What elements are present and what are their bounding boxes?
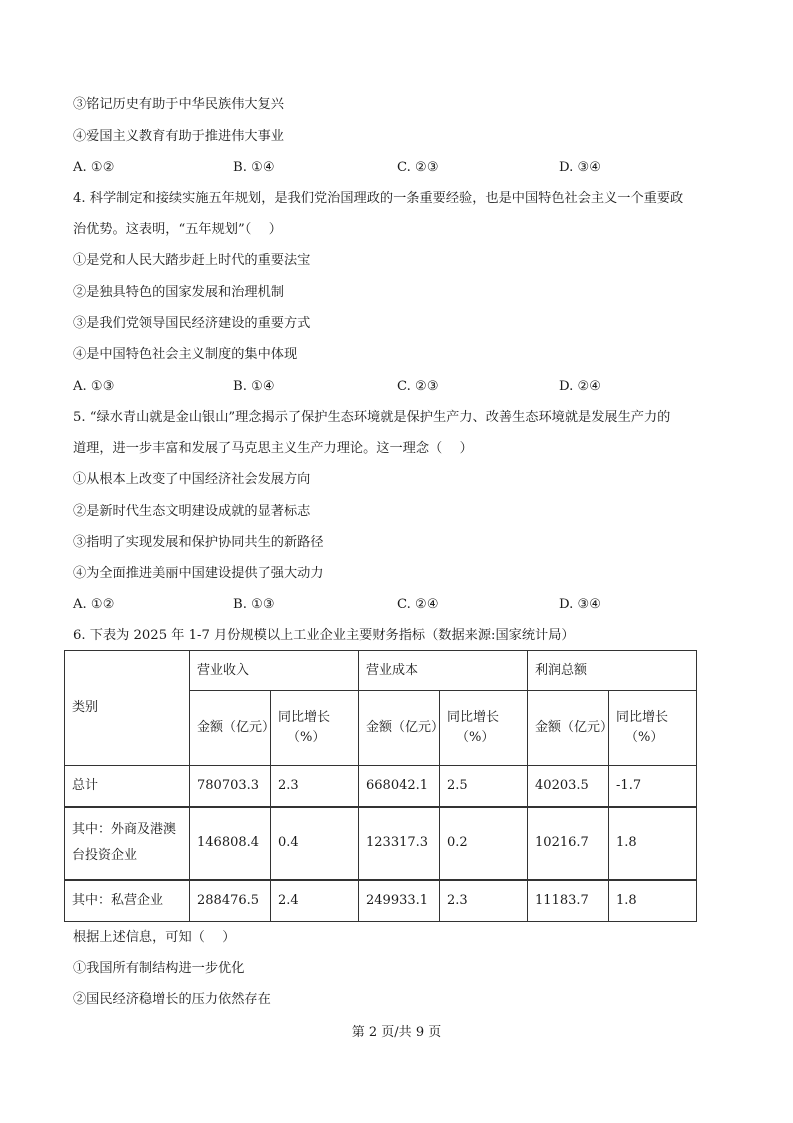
q6-stem: 6. 下表为 2025 年 1-7 月份规模以上工业企业主要财务指标（数据来源:国家统计局）: [73, 628, 575, 643]
table-cell: -1.7: [609, 766, 697, 807]
q4-option-d: D. ②④: [559, 379, 602, 394]
group-header-revenue: 营业收入: [190, 651, 359, 691]
q3-item-4: ④爱国主义教育有助于推进伟大事业: [73, 129, 284, 144]
table-row: [65, 807, 697, 880]
q5-stem-line1: 5. “绿水青山就是金山银山”理念揭示了保护生态环境就是保护生产力、改善生态环境就是发展生产力的: [73, 410, 671, 425]
q6-after-text: 根据上述信息，可知（ ）: [73, 930, 236, 945]
category-header: 类别: [65, 651, 190, 766]
q6-item-2: ②国民经济稳增长的压力依然存在: [73, 992, 271, 1007]
q3-options: [73, 159, 733, 177]
row-label: 总计: [65, 766, 190, 807]
q4-item-3: ③是我们党领导国民经济建设的重要方式: [73, 316, 311, 331]
q3-option-a: A. ①②: [73, 160, 115, 175]
table-cell: 780703.3: [190, 766, 271, 807]
q4-item-1: ①是党和人民大踏步赶上时代的重要法宝: [73, 253, 311, 268]
q3-item-3: ③铭记历史有助于中华民族伟大复兴: [73, 97, 284, 112]
table-cell: 288476.5: [190, 880, 271, 922]
growth-header-line2: （%）: [287, 730, 326, 745]
q5-option-b: B. ①③: [233, 597, 275, 612]
table-header-row-1: [65, 651, 697, 691]
growth-header-line1: 同比增长: [616, 710, 669, 725]
growth-header-line2: （%）: [625, 730, 664, 745]
growth-header: [271, 691, 359, 766]
q5-option-a: A. ①②: [73, 597, 115, 612]
page-footer: 第 2 页/共 9 页: [351, 1025, 442, 1040]
row-label-line1: 其中：外商及港澳: [72, 822, 177, 837]
amount-header: 金额（亿元）: [528, 691, 609, 766]
q3-option-d: D. ③④: [559, 160, 602, 175]
group-header-cost: 营业成本: [359, 651, 528, 691]
q4-stem-line1: 4. 科学制定和接续实施五年规划，是我们党治国理政的一条重要经验，也是中国特色社会主义一个重要政: [73, 191, 684, 206]
growth-header: [609, 691, 697, 766]
table-cell: 668042.1: [359, 766, 440, 807]
table-cell: 0.4: [271, 807, 359, 880]
table-cell: 2.3: [440, 880, 528, 922]
amount-header: 金额（亿元）: [359, 691, 440, 766]
q6-item-1: ①我国所有制结构进一步优化: [73, 961, 245, 976]
table-cell: 11183.7: [528, 880, 609, 922]
q3-option-c: C. ②③: [397, 160, 439, 175]
q5-item-3: ③指明了实现发展和保护协同共生的新路径: [73, 535, 324, 550]
table-cell: 2.4: [271, 880, 359, 922]
q5-item-1: ①从根本上改变了中国经济社会发展方向: [73, 472, 311, 487]
q3-option-b: B. ①④: [233, 160, 275, 175]
growth-header: [440, 691, 528, 766]
financial-indicators-table: [64, 650, 697, 922]
growth-header-line1: 同比增长: [447, 710, 500, 725]
q5-stem-line2: 道理，进一步丰富和发展了马克思主义生产力理论。这一理念（ ）: [73, 441, 473, 456]
table-row: [65, 766, 697, 807]
table-row: [65, 880, 697, 922]
table-cell: 146808.4: [190, 807, 271, 880]
table-cell: 2.5: [440, 766, 528, 807]
row-label: [65, 807, 190, 880]
q5-item-2: ②是新时代生态文明建设成就的显著标志: [73, 504, 311, 519]
table-cell: 1.8: [609, 807, 697, 880]
row-label: 其中：私营企业: [65, 880, 190, 922]
growth-header-line1: 同比增长: [278, 710, 331, 725]
table-cell: 40203.5: [528, 766, 609, 807]
q4-item-4: ④是中国特色社会主义制度的集中体现: [73, 347, 298, 362]
q4-option-a: A. ①③: [73, 379, 115, 394]
table-cell: 2.3: [271, 766, 359, 807]
q4-item-2: ②是独具特色的国家发展和治理机制: [73, 285, 284, 300]
q4-options: [73, 378, 733, 396]
q4-stem-line2: 治优势。这表明，“五年规划”（ ）: [73, 222, 282, 237]
q5-item-4: ④为全面推进美丽中国建设提供了强大动力: [73, 566, 324, 581]
group-header-profit: 利润总额: [528, 651, 697, 691]
table-cell: 123317.3: [359, 807, 440, 880]
table-cell: 249933.1: [359, 880, 440, 922]
q5-option-c: C. ②④: [397, 597, 439, 612]
q5-option-d: D. ③④: [559, 597, 602, 612]
q4-option-c: C. ②③: [397, 379, 439, 394]
row-label-line2: 台投资企业: [72, 848, 138, 863]
q5-options: [73, 596, 733, 614]
q4-option-b: B. ①④: [233, 379, 275, 394]
table-cell: 1.8: [609, 880, 697, 922]
table-cell: 0.2: [440, 807, 528, 880]
table-cell: 10216.7: [528, 807, 609, 880]
amount-header: 金额（亿元）: [190, 691, 271, 766]
growth-header-line2: （%）: [456, 730, 495, 745]
